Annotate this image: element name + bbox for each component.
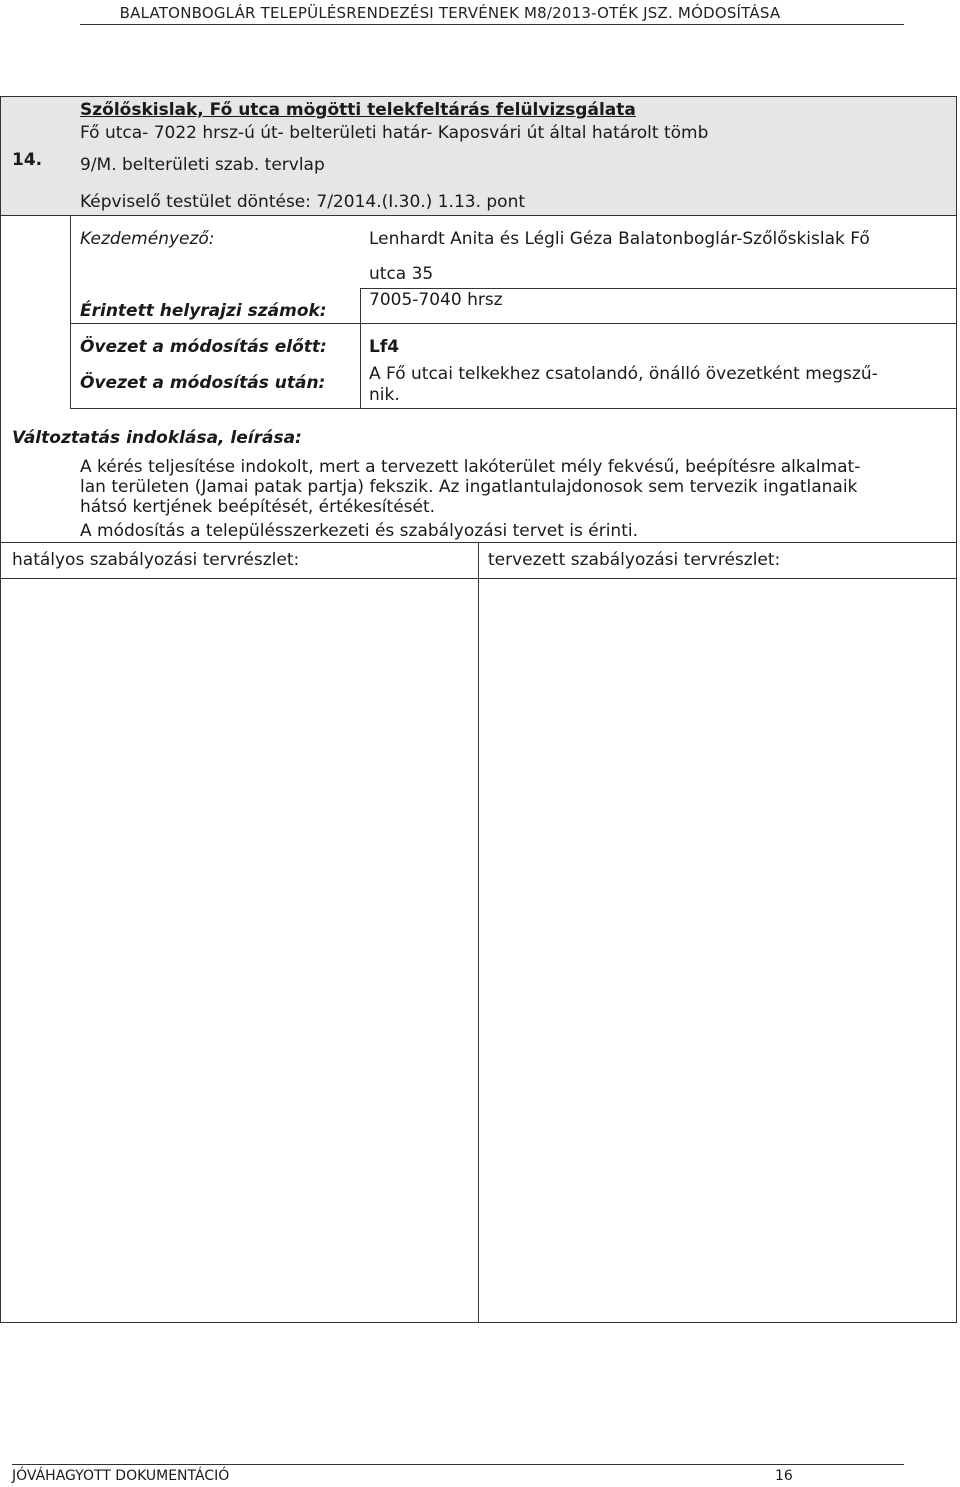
fields-mid-rule — [360, 288, 361, 408]
band-bottom-rule — [1, 215, 957, 216]
zone-after-value-line-2: nik. — [369, 385, 400, 405]
initiator-label: Kezdeményező: — [80, 229, 215, 249]
planned-plan-area — [480, 580, 955, 1321]
justification-label: Változtatás indoklása, leírása: — [12, 428, 302, 448]
justification-line-3: hátsó kertjének beépítését, értékesítését. — [80, 497, 436, 517]
item-subtitle-1: Fő utca- 7022 hrsz-ú út- belterületi határ- Kaposvári út által határolt tömb — [80, 123, 709, 143]
footer-document-status: JÓVÁHAGYOTT DOKUMENTÁCIÓ — [12, 1468, 230, 1484]
zone-before-value: Lf4 — [369, 337, 400, 357]
initiator-value-line-2: utca 35 — [369, 264, 434, 284]
page-number: 16 — [775, 1468, 793, 1484]
justification-line-2: lan területen (Jamai patak partja) fekszik. Az ingatlantulajdonosok sem tervezik ingatlanaik — [80, 477, 858, 497]
panels-bottom-rule — [0, 1322, 957, 1323]
running-header: BALATONBOGLÁR TELEPÜLÉSRENDEZÉSI TERVÉNEK M8/2013-OTÉK JSZ. MÓDOSÍTÁSA — [119, 4, 781, 22]
table-left-border — [0, 96, 1, 1323]
panels-top-rule — [1, 542, 957, 543]
footer-rule — [12, 1464, 904, 1465]
panels-divider — [478, 542, 479, 1323]
justification-line-4: A módosítás a településszerkezeti és szabályozási tervet is érinti. — [80, 521, 639, 541]
fields-left-rule — [70, 215, 71, 408]
zone-before-label: Övezet a módosítás előtt: — [80, 337, 327, 357]
table-top-border — [0, 96, 957, 97]
fields-row-rule-2 — [70, 323, 956, 324]
justification-line-1: A kérés teljesítése indokolt, mert a tervezett lakóterület mély fekvésű, beépítésre alkalmat- — [80, 457, 861, 477]
fields-bottom-rule — [70, 408, 956, 409]
table-right-border — [956, 96, 957, 1323]
item-subtitle-2: 9/M. belterületi szab. tervlap — [80, 155, 325, 175]
parcels-label: Érintett helyrajzi számok: — [80, 301, 327, 321]
decision-text: Képviselő testület döntése: 7/2014.(I.30.) 1.13. pont — [80, 192, 526, 212]
current-plan-area — [2, 580, 477, 1321]
panels-label-rule — [1, 578, 957, 579]
initiator-value-line-1: Lenhardt Anita és Légli Géza Balatonboglár-Szőlőskislak Fő — [369, 229, 870, 249]
fields-row-rule-1 — [360, 288, 956, 289]
current-plan-label: hatályos szabályozási tervrészlet: — [12, 550, 300, 570]
zone-after-value-line-1: A Fő utcai telkekhez csatolandó, önálló övezetként megszű- — [369, 364, 878, 384]
header-rule — [80, 24, 904, 25]
zone-after-label: Övezet a módosítás után: — [80, 373, 326, 393]
item-number: 14. — [12, 150, 43, 170]
item-title: Szőlőskislak, Fő utca mögötti telekfeltárás felülvizsgálata — [80, 100, 636, 120]
parcels-value: 7005-7040 hrsz — [369, 290, 503, 310]
planned-plan-label: tervezett szabályozási tervrészlet: — [488, 550, 781, 570]
